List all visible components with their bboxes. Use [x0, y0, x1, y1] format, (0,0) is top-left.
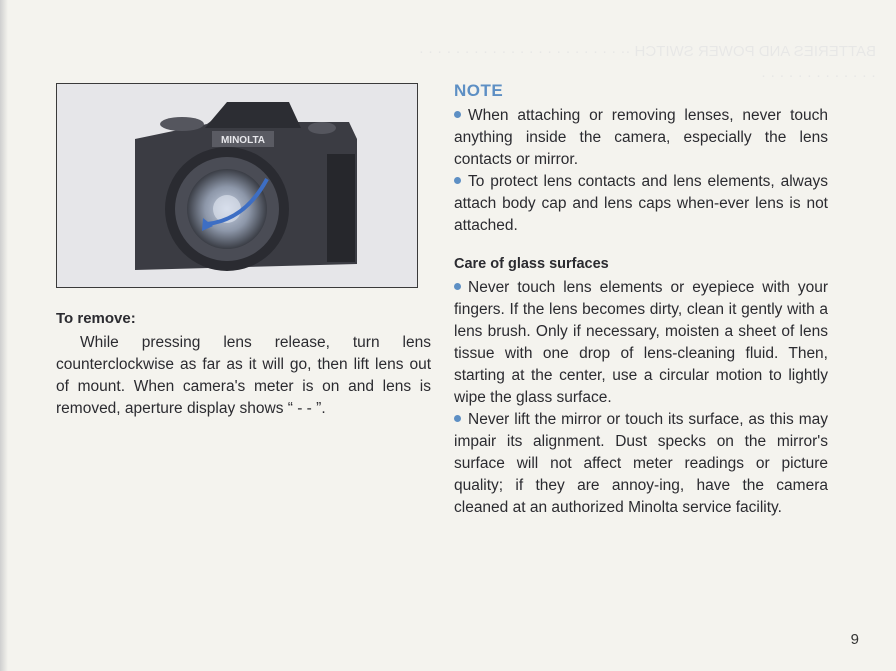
- note-text: To protect lens contacts and lens elements, always attach body cap and lens caps when-ever lens is not attached.: [454, 173, 828, 234]
- care-item: [454, 277, 828, 409]
- bullet-icon: [454, 415, 461, 422]
- remove-paragraph: While pressing lens release, turn lens counterclockwise as far as it will go, then lift lens out of mount. When camera's meter is on and lens is removed, aperture display shows “ - - ”.: [56, 334, 431, 417]
- care-item: [454, 409, 828, 519]
- note-text: When attaching or removing lenses, never touch anything inside the camera, especially the lens contacts or mirror.: [454, 107, 828, 168]
- care-heading: Care of glass surfaces: [454, 256, 609, 272]
- note-item: [454, 171, 828, 237]
- bullet-icon: [454, 111, 461, 118]
- brand-logo: MINOLTA: [220, 135, 266, 146]
- remove-heading: To remove:: [56, 310, 136, 327]
- camera-grip: [327, 154, 355, 262]
- bullet-icon: [454, 177, 461, 184]
- mode-dial: [160, 117, 204, 131]
- care-text: Never touch lens elements or eyepiece with your fingers. If the lens becomes dirty, clean it gently with a lens brush. Only if necessary, moisten a sheet of lens tissue with one drop of lens-cleaning fluid. Then, starting at the center, use a circular motion to lightly wipe the glass surface.: [454, 279, 828, 406]
- camera-photo: [56, 83, 418, 288]
- left-column: [56, 308, 431, 420]
- care-text: Never lift the mirror or touch its surface, as this may impair its alignment. Dust specks on the mirror's surface will not affect meter readings or picture quality; if they are annoy-ing, have the camera cleaned at an authorized Minolta service facility.: [454, 411, 828, 516]
- note-item: [454, 105, 828, 171]
- note-heading: NOTE: [454, 81, 504, 100]
- camera-illustration: [57, 84, 417, 287]
- right-column: [454, 80, 828, 519]
- shutter-dial: [308, 122, 336, 134]
- page-number: 9: [850, 631, 859, 648]
- show-through-text: BATTERIES AND POWER SWITCH ·· · · · · · · · · · · · · · · · · · · · · · · · · · · · · · · · · · · ·: [418, 43, 876, 84]
- bullet-icon: [454, 283, 461, 290]
- page-gutter-shadow: [0, 0, 8, 671]
